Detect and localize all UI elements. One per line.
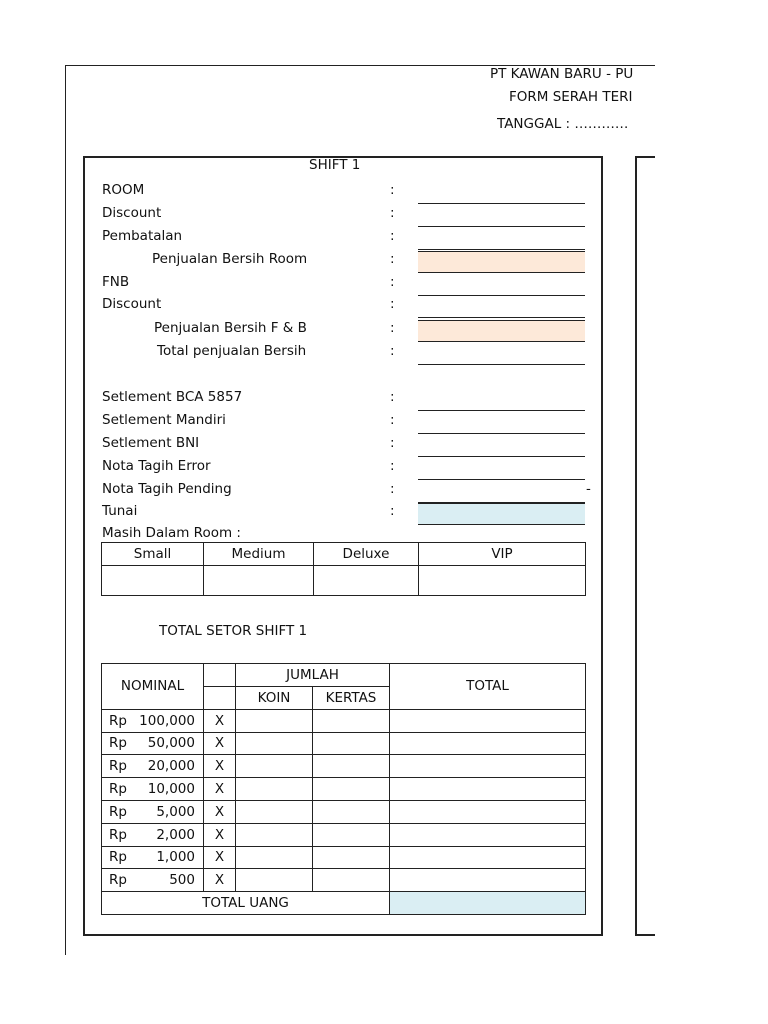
denomination-cell — [102, 755, 204, 778]
nominal-header: NOMINAL — [102, 664, 204, 710]
denomination-cell — [102, 823, 204, 846]
denomination-total-cell[interactable] — [390, 732, 586, 755]
denomination-cell — [102, 709, 204, 732]
denomination-total-cell[interactable] — [390, 823, 586, 846]
multiplier-sign: X — [204, 778, 236, 801]
currency-label: Rp — [109, 826, 127, 843]
row-input-field[interactable] — [418, 458, 585, 480]
room-occupancy-table — [101, 542, 586, 596]
denomination-row — [102, 755, 586, 778]
denomination-cell — [102, 869, 204, 892]
total-uang-label: TOTAL UANG — [102, 892, 390, 915]
koin-count-cell[interactable] — [236, 869, 313, 892]
room-type-small: Small — [102, 543, 204, 566]
row-label: Discount — [102, 296, 162, 312]
row-colon: : — [390, 503, 395, 519]
multiplier-sign: X — [204, 755, 236, 778]
jumlah-header: JUMLAH — [236, 664, 390, 687]
multiplier-sign: X — [204, 869, 236, 892]
row-input-field[interactable] — [418, 274, 585, 296]
denomination-row — [102, 800, 586, 823]
denomination-cell — [102, 778, 204, 801]
row-label: Setlement BNI — [102, 435, 200, 451]
row-colon: : — [390, 320, 395, 336]
denomination-value: 100,000 — [139, 712, 195, 729]
multiplier-sign: X — [204, 823, 236, 846]
row-label: Penjualan Bersih Room — [152, 251, 308, 267]
multiplier-header-blank — [204, 664, 236, 687]
denomination-value: 10,000 — [147, 781, 195, 798]
row-label: Tunai — [102, 503, 138, 519]
row-input-field[interactable] — [418, 412, 585, 434]
row-input-field[interactable] — [418, 389, 585, 411]
row-label: Nota Tagih Pending — [102, 481, 232, 497]
row-colon: : — [390, 182, 395, 198]
room-type-vip: VIP — [419, 543, 586, 566]
row-label: Penjualan Bersih F & B — [154, 320, 307, 336]
room-count-small[interactable] — [102, 566, 204, 596]
denomination-row — [102, 732, 586, 755]
row-input-field[interactable] — [418, 343, 585, 365]
kertas-count-cell[interactable] — [313, 846, 390, 869]
denomination-cell — [102, 732, 204, 755]
row-colon: : — [390, 435, 395, 451]
form-title: FORM SERAH TERI — [509, 89, 633, 105]
row-colon: : — [390, 458, 395, 474]
total-uang-value[interactable] — [390, 892, 586, 915]
row-label: Setlement Mandiri — [102, 412, 226, 428]
row-colon: : — [390, 274, 395, 290]
currency-label: Rp — [109, 872, 127, 889]
koin-count-cell[interactable] — [236, 823, 313, 846]
row-input-field[interactable] — [418, 503, 585, 525]
kertas-count-cell[interactable] — [313, 800, 390, 823]
kertas-count-cell[interactable] — [313, 823, 390, 846]
denomination-total-cell[interactable] — [390, 800, 586, 823]
kertas-count-cell[interactable] — [313, 778, 390, 801]
row-input-field[interactable] — [418, 228, 585, 250]
row-input-field[interactable] — [418, 435, 585, 457]
currency-label: Rp — [109, 849, 127, 866]
denomination-total-cell[interactable] — [390, 846, 586, 869]
row-colon: : — [390, 205, 395, 221]
row-label: Nota Tagih Error — [102, 458, 211, 474]
row-colon: : — [390, 481, 395, 497]
denomination-row — [102, 846, 586, 869]
multiplier-sign: X — [204, 732, 236, 755]
row-colon: : — [390, 343, 395, 359]
room-type-deluxe: Deluxe — [314, 543, 419, 566]
koin-count-cell[interactable] — [236, 778, 313, 801]
total-setor-label: TOTAL SETOR SHIFT 1 — [159, 623, 308, 639]
multiplier-sign: X — [204, 709, 236, 732]
denomination-value: 500 — [169, 872, 195, 889]
denomination-row — [102, 869, 586, 892]
row-colon: : — [390, 251, 395, 267]
currency-label: Rp — [109, 735, 127, 752]
company-name: PT KAWAN BARU - PU — [490, 66, 634, 82]
denomination-row — [102, 778, 586, 801]
denomination-cell — [102, 800, 204, 823]
row-colon: : — [390, 296, 395, 312]
koin-count-cell[interactable] — [236, 800, 313, 823]
kertas-count-cell[interactable] — [313, 709, 390, 732]
date-label: TANGGAL : ………… — [497, 116, 629, 132]
cash-count-table — [101, 663, 586, 915]
row-label: Pembatalan — [102, 228, 183, 244]
currency-label: Rp — [109, 781, 127, 798]
row-colon: : — [390, 412, 395, 428]
multiplier-sign: X — [204, 846, 236, 869]
denomination-total-cell[interactable] — [390, 869, 586, 892]
currency-label: Rp — [109, 758, 127, 775]
total-header: TOTAL — [390, 664, 586, 710]
row-input-field[interactable] — [418, 251, 585, 273]
koin-count-cell[interactable] — [236, 755, 313, 778]
room-count-deluxe[interactable] — [314, 566, 419, 596]
denomination-value: 1,000 — [156, 849, 195, 866]
currency-label: Rp — [109, 803, 127, 820]
row-colon: : — [390, 389, 395, 405]
denomination-total-cell[interactable] — [390, 778, 586, 801]
kertas-header: KERTAS — [313, 686, 390, 709]
row-input-field[interactable] — [418, 182, 585, 204]
koin-header: KOIN — [236, 686, 313, 709]
multiplier-sign: X — [204, 800, 236, 823]
room-type-medium: Medium — [204, 543, 314, 566]
row-label: Discount — [102, 205, 162, 221]
denomination-total-cell[interactable] — [390, 755, 586, 778]
room-section-label: Masih Dalam Room : — [102, 525, 241, 541]
row-input-field[interactable] — [418, 296, 585, 318]
row-input-field[interactable] — [418, 481, 585, 503]
denomination-value: 50,000 — [147, 735, 195, 752]
koin-count-cell[interactable] — [236, 732, 313, 755]
kertas-count-cell[interactable] — [313, 869, 390, 892]
koin-count-cell[interactable] — [236, 709, 313, 732]
room-count-medium[interactable] — [204, 566, 314, 596]
row-label: Setlement BCA 5857 — [102, 389, 243, 405]
row-input-field[interactable] — [418, 320, 585, 342]
page-frame-left — [65, 65, 66, 955]
denomination-value: 2,000 — [156, 826, 195, 843]
denomination-total-cell[interactable] — [390, 709, 586, 732]
row-label: Total penjualan Bersih — [157, 343, 307, 359]
denomination-row — [102, 823, 586, 846]
denomination-row — [102, 709, 586, 732]
kertas-count-cell[interactable] — [313, 732, 390, 755]
row-colon: : — [390, 228, 395, 244]
denomination-cell — [102, 846, 204, 869]
denomination-value: 5,000 — [156, 803, 195, 820]
denomination-value: 20,000 — [147, 758, 195, 775]
row-label: FNB — [102, 274, 130, 290]
page-cutoff — [655, 0, 768, 1024]
row-label: ROOM — [102, 182, 145, 198]
shift1-title: SHIFT 1 — [309, 157, 361, 173]
currency-label: Rp — [109, 712, 127, 729]
kertas-count-cell[interactable] — [313, 755, 390, 778]
room-count-vip[interactable] — [419, 566, 586, 596]
koin-count-cell[interactable] — [236, 846, 313, 869]
row-input-field[interactable] — [418, 205, 585, 227]
row-value: - — [586, 481, 591, 497]
multiplier-header-blank-2 — [204, 686, 236, 709]
